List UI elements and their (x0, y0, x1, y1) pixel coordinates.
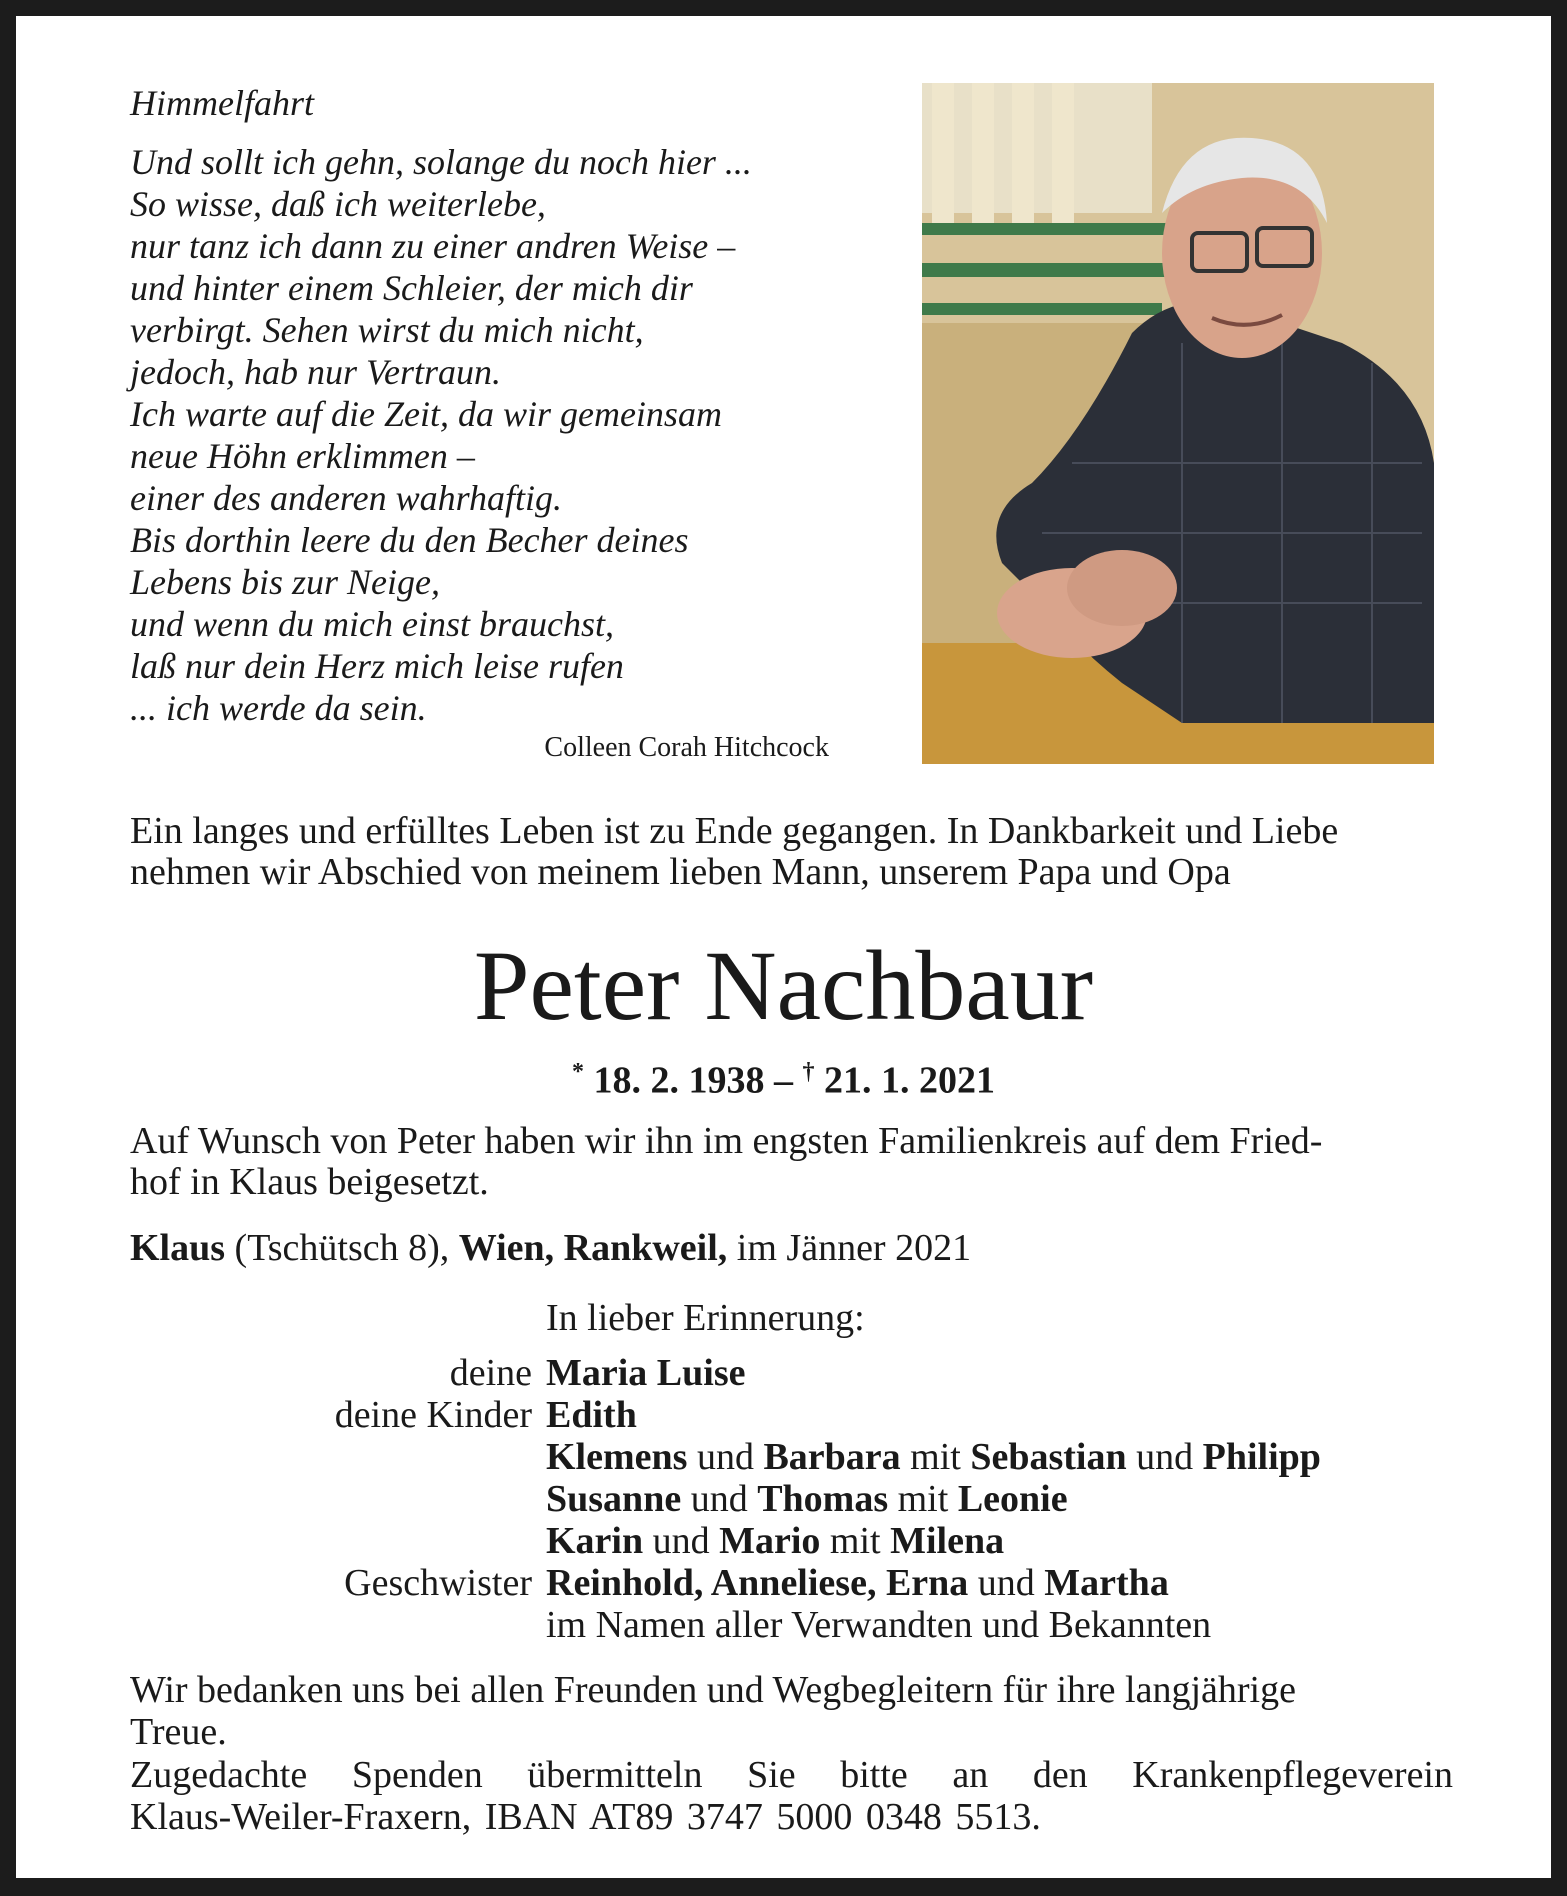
connector: mit (820, 1520, 891, 1562)
burial-line-2: hof in Klaus beigesetzt. (130, 1161, 489, 1203)
label-children: deine Kinder (334, 1394, 532, 1436)
poem-line: nur tanz ich dann zu einer andren Weise – (130, 226, 736, 266)
poem-line: jedoch, hab nur Vertraun. (130, 352, 501, 392)
poem-line: verbirgt. Sehen wirst du mich nicht, (130, 310, 644, 350)
poem-title: Himmelfahrt (130, 83, 314, 123)
connector: mit (900, 1436, 971, 1478)
poem-line: ... ich werde da sein. (130, 688, 427, 728)
family-name: Milena (890, 1520, 1005, 1562)
connector: und (687, 1436, 764, 1478)
family-name: Barbara (763, 1436, 901, 1478)
place-line (130, 1229, 971, 1267)
family-name: Reinhold, Anneliese, Erna (546, 1562, 969, 1604)
poem-line: und wenn du mich einst brauchst, (130, 604, 614, 644)
connector: und (968, 1562, 1045, 1604)
wife-name: Maria Luise (546, 1352, 746, 1394)
deceased-name: Peter Nachbaur (473, 930, 1094, 1041)
intro-line-2: nehmen wir Abschied von meinem lieben Mann, unserem Papa und Opa (130, 851, 1231, 893)
family-name: Sebastian (970, 1436, 1127, 1478)
obituary-page (16, 16, 1551, 1878)
child-3 (546, 1480, 1068, 1518)
life-dates (16, 1060, 1551, 1100)
burial-line-1: Auf Wunsch von Peter haben wir ihn im engsten Familienkreis auf dem Fried- (130, 1120, 1323, 1162)
poem-line: Und sollt ich gehn, solange du noch hier ... (130, 142, 752, 182)
birth-date: 18. 2. 1938 (593, 1059, 765, 1102)
family-name: Mario (719, 1520, 821, 1562)
closing-line-2: Treue. (130, 1711, 227, 1753)
connector: und (643, 1520, 720, 1562)
death-symbol: † (802, 1059, 815, 1085)
poem-line: Ich warte auf die Zeit, da wir gemeinsam (130, 394, 722, 434)
connector: und (1126, 1436, 1203, 1478)
place-date: im Jänner 2021 (727, 1227, 972, 1269)
family-name: Klemens (546, 1436, 688, 1478)
connector: mit (888, 1478, 958, 1520)
closing-line-3: Zugedachte Spenden übermitteln Sie bitte an den Krankenpflegeverein (130, 1754, 1453, 1796)
family-name: Susanne (546, 1478, 682, 1520)
poem-line: Lebens bis zur Neige, (130, 562, 440, 602)
poem-line: und hinter einem Schleier, der mich dir (130, 268, 693, 308)
poem-line: So wisse, daß ich weiterlebe, (130, 184, 546, 224)
poem-line: laß nur dein Herz mich leise rufen (130, 646, 624, 686)
date-separator: – (774, 1059, 793, 1102)
portrait-photo (922, 83, 1434, 764)
family-name: Karin (546, 1520, 644, 1562)
intro-line-1: Ein langes und erfülltes Leben ist zu Ende gegangen. In Dankbarkeit und Liebe (130, 810, 1339, 852)
family-name: Thomas (757, 1478, 889, 1520)
family-name: Leonie (957, 1478, 1068, 1520)
closing-line-1: Wir bedanken uns bei allen Freunden und Wegbegleitern für ihre langjährige (130, 1669, 1296, 1711)
place-cities: Wien, Rankweil, (458, 1227, 728, 1269)
poem-author: Colleen Corah Hitchcock (544, 732, 829, 763)
relatives-line: im Namen aller Verwandten und Bekannten (546, 1604, 1212, 1646)
label-siblings: Geschwister (344, 1562, 532, 1604)
label-wife: deine (449, 1352, 532, 1394)
poem-line: Bis dorthin leere du den Becher deines (130, 520, 689, 560)
child-1: Edith (546, 1394, 637, 1436)
place-address: (Tschütsch 8), (225, 1227, 459, 1269)
child-2 (546, 1438, 1321, 1476)
birth-symbol: * (572, 1059, 584, 1085)
closing-line-4: Klaus-Weiler-Fraxern, IBAN AT89 3747 5000 0348 5513. (130, 1796, 1041, 1838)
family-name: Philipp (1202, 1436, 1321, 1478)
family-name: Martha (1044, 1562, 1169, 1604)
child-4 (546, 1522, 1004, 1560)
siblings (546, 1564, 1169, 1602)
poem-line: einer des anderen wahrhaftig. (130, 478, 562, 518)
connector: und (681, 1478, 758, 1520)
memory-heading: In lieber Erinnerung: (546, 1297, 865, 1339)
poem-line: neue Höhn erklimmen – (130, 436, 475, 476)
place-klaus: Klaus (130, 1227, 226, 1269)
death-date: 21. 1. 2021 (824, 1059, 995, 1102)
